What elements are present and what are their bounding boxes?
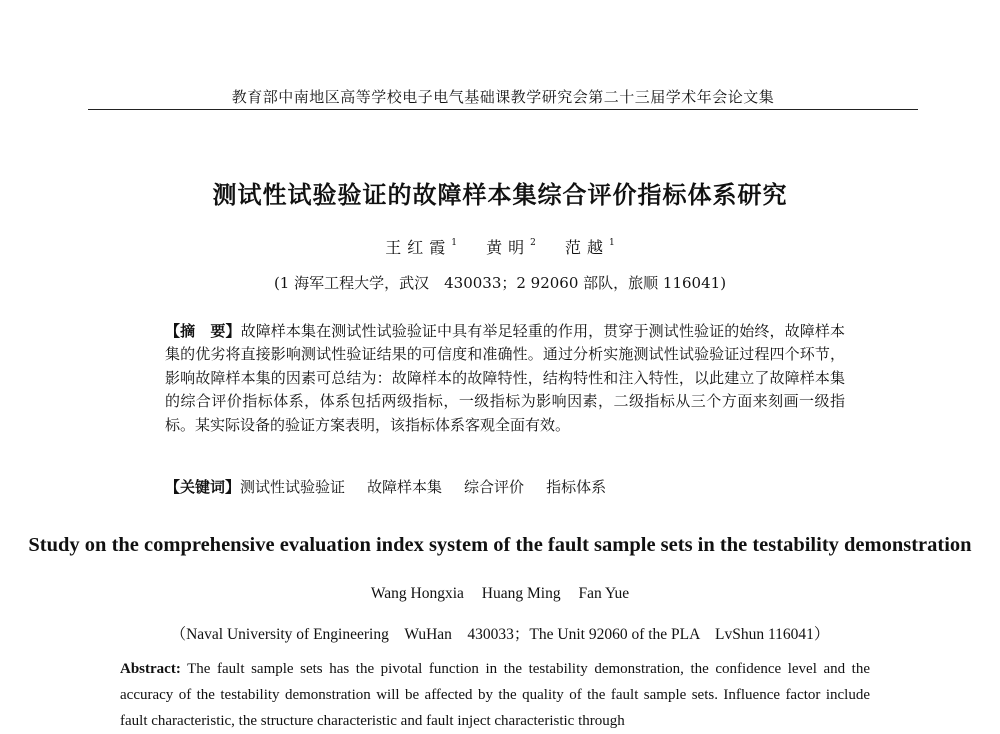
author-affil-index: 1 <box>608 238 615 248</box>
author-affil-index: 2 <box>530 238 536 248</box>
abstract-label: 【摘 要】 <box>165 322 241 340</box>
author-name: Wang Hongxia <box>370 585 464 602</box>
keyword: 测试性试验验证 <box>240 478 346 496</box>
chinese-affiliation: (1 海军工程大学，武汉 430033；2 92060 部队，旅顺 116041) <box>273 274 727 292</box>
english-title: Study on the comprehensive evaluation index system of the fault sample sets in the testability demonstration <box>28 534 972 556</box>
keyword: 故障样本集 <box>367 478 443 496</box>
author-affil-index: 1 <box>451 238 458 248</box>
abstract-text: The fault sample sets has the pivotal function in the testability demonstration, the confidence level and the accuracy of the testability demonstration will be affected by the quality of the fault sample sets. Influence factor include fault characteristic, the structure characteristic and fault inject characteristic through <box>120 661 871 729</box>
author-name: Fan Yue <box>578 585 630 602</box>
abstract-text: 故障样本集在测试性试验验证中具有举足轻重的作用，贯穿于测试性验证的始终，故障样本集的优劣将直接影响测试性验证结果的可信度和准确性。通过分析实施测试性试验验证过程四个环节，影响故障样本集的因素可总结为：故障样本的故障特性，结构特性和注入特性，以此建立了故障样本集的综合评价指标体系，体系包括两级指标，一级指标为影响因素，二级指标从三个方面来刻画一级指标。某实际设备的验证方案表明，该指标体系客观全面有效。 <box>165 322 845 434</box>
running-header: 教育部中南地区高等学校电子电气基础课教学研究会第二十三届学术年会论文集 <box>231 88 775 106</box>
author-name: 王红霞 <box>385 238 452 257</box>
author-name: 范越 <box>564 238 609 257</box>
author-name: Huang Ming <box>481 585 561 602</box>
chinese-abstract <box>165 320 845 437</box>
abstract-label: Abstract: <box>120 661 181 677</box>
chinese-keywords <box>165 476 845 497</box>
chinese-title: 测试性试验验证的故障样本集综合评价指标体系研究 <box>212 180 788 209</box>
keywords-label: 【关键词】 <box>165 478 241 496</box>
header-rule <box>88 109 918 110</box>
english-affiliation: （Naval University of Engineering WuHan 430033；The Unit 92060 of the PLA LvShun 116041） <box>170 626 830 643</box>
author-1 <box>385 238 457 257</box>
chinese-authors <box>0 235 1000 258</box>
author-3 <box>565 238 615 257</box>
author-name: 黄明 <box>486 238 531 257</box>
english-abstract <box>120 656 870 734</box>
keyword: 综合评价 <box>464 478 525 496</box>
author-2 <box>486 238 536 257</box>
english-authors <box>0 585 1000 603</box>
keyword: 指标体系 <box>546 478 607 496</box>
